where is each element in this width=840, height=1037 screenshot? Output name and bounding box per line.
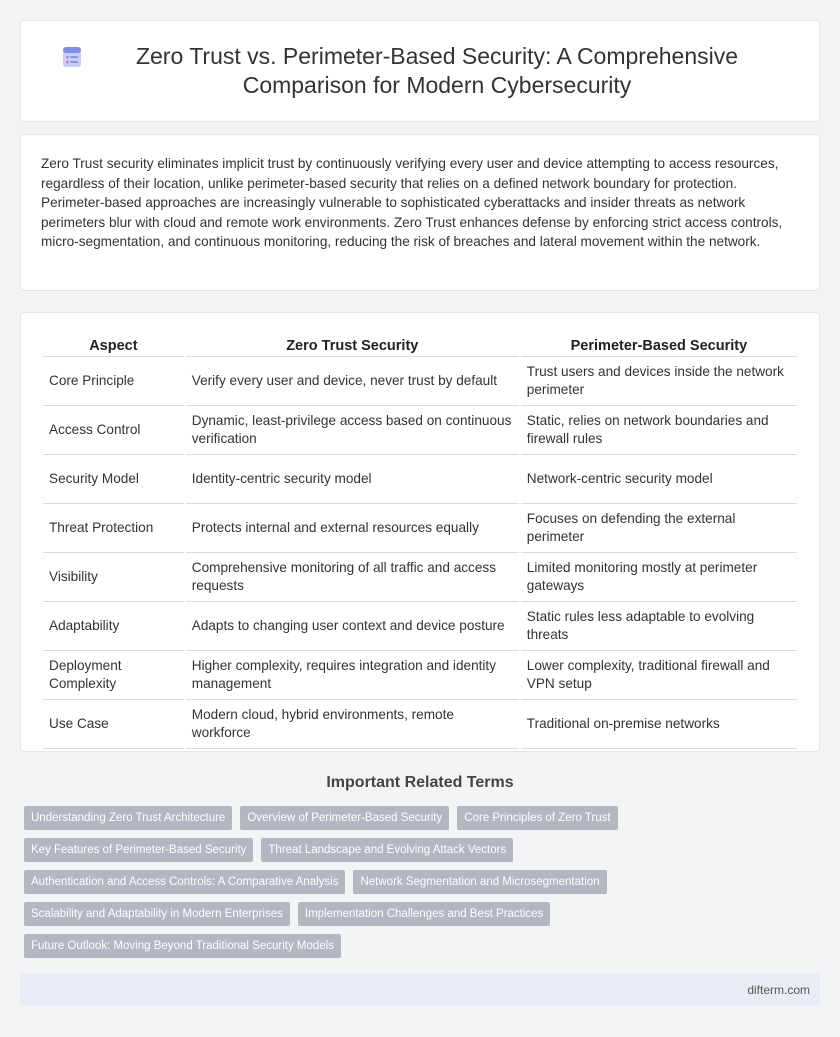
- title-card: [20, 20, 820, 122]
- cell-zero-trust: Modern cloud, hybrid environments, remote workforce: [186, 700, 519, 749]
- cell-zero-trust: Verify every user and device, never trust by default: [186, 357, 519, 406]
- related-terms-list: [24, 806, 814, 966]
- tag-row: [24, 902, 814, 926]
- cell-zero-trust: Protects internal and external resources equally: [186, 504, 519, 553]
- cell-zero-trust: Dynamic, least-privilege access based on continuous verification: [186, 406, 519, 455]
- tag-row: [24, 806, 814, 830]
- cell-aspect: Security Model: [43, 455, 184, 504]
- cell-zero-trust: Identity-centric security model: [186, 455, 519, 504]
- related-terms-title: Important Related Terms: [326, 774, 514, 791]
- footer: [20, 974, 820, 1006]
- cell-aspect: Threat Protection: [43, 504, 184, 553]
- table-row: [43, 406, 797, 455]
- comparison-table: [41, 331, 799, 749]
- related-term-link[interactable]: Core Principles of Zero Trust: [457, 806, 617, 830]
- page-title: Zero Trust vs. Perimeter-Based Security: A Comprehensive Comparison for Modern Cybersecurity: [135, 43, 739, 98]
- cell-aspect: Visibility: [43, 553, 184, 602]
- cell-aspect: Core Principle: [43, 357, 184, 406]
- related-term-link[interactable]: Threat Landscape and Evolving Attack Vectors: [261, 838, 513, 862]
- cell-perimeter: Network-centric security model: [521, 455, 797, 504]
- related-term-link[interactable]: Key Features of Perimeter-Based Security: [24, 838, 253, 862]
- related-term-link[interactable]: Authentication and Access Controls: A Comparative Analysis: [24, 870, 345, 894]
- table-row: [43, 651, 797, 700]
- table-row: [43, 602, 797, 651]
- table-row: [43, 553, 797, 602]
- cell-aspect: Deployment Complexity: [43, 651, 184, 700]
- document-list-icon: [61, 46, 83, 68]
- table-row: [43, 455, 797, 504]
- related-term-link[interactable]: Implementation Challenges and Best Practices: [298, 902, 550, 926]
- table-row: [43, 700, 797, 749]
- related-term-link[interactable]: Network Segmentation and Microsegmentation: [353, 870, 606, 894]
- tag-row: [24, 870, 814, 894]
- column-header-zero-trust: Zero Trust Security: [186, 331, 519, 357]
- intro-card: [20, 134, 820, 291]
- cell-aspect: Access Control: [43, 406, 184, 455]
- footer-site-link[interactable]: difterm.com: [747, 983, 810, 997]
- cell-zero-trust: Higher complexity, requires integration and identity management: [186, 651, 519, 700]
- related-term-link[interactable]: Future Outlook: Moving Beyond Traditional Security Models: [24, 934, 341, 958]
- column-header-aspect: Aspect: [43, 331, 184, 357]
- cell-aspect: Adaptability: [43, 602, 184, 651]
- cell-perimeter: Trust users and devices inside the network perimeter: [521, 357, 797, 406]
- tag-row: [24, 838, 814, 862]
- title-wrap: [21, 42, 819, 100]
- table-row: [43, 504, 797, 553]
- cell-zero-trust: Adapts to changing user context and device posture: [186, 602, 519, 651]
- related-term-link[interactable]: Overview of Perimeter-Based Security: [240, 806, 449, 830]
- cell-zero-trust: Comprehensive monitoring of all traffic and access requests: [186, 553, 519, 602]
- cell-aspect: Use Case: [43, 700, 184, 749]
- table-header-row: [43, 331, 797, 357]
- intro-paragraph: Zero Trust security eliminates implicit trust by continuously verifying every user and device attempting to access resources, regardless of their location, unlike perimeter-based security that relies on a defined network boundary for protection. Perimeter-based approaches are increasingly vulnerable to sophisticated cyberattacks and insider threats as network perimeters blur with cloud and remote work environments. Zero Trust enhances defense by enforcing strict access controls, micro-segmentation, and continuous monitoring, reducing the risk of breaches and lateral movement within the network.: [41, 156, 783, 249]
- cell-perimeter: Limited monitoring mostly at perimeter gateways: [521, 553, 797, 602]
- column-header-perimeter: Perimeter-Based Security: [521, 331, 797, 357]
- cell-perimeter: Traditional on-premise networks: [521, 700, 797, 749]
- cell-perimeter: Static rules less adaptable to evolving threats: [521, 602, 797, 651]
- table-row: [43, 357, 797, 406]
- cell-perimeter: Static, relies on network boundaries and firewall rules: [521, 406, 797, 455]
- related-term-link[interactable]: Understanding Zero Trust Architecture: [24, 806, 232, 830]
- tag-row: [24, 934, 814, 958]
- related-term-link[interactable]: Scalability and Adaptability in Modern Enterprises: [24, 902, 290, 926]
- comparison-table-card: [20, 312, 820, 752]
- cell-perimeter: Focuses on defending the external perimeter: [521, 504, 797, 553]
- cell-perimeter: Lower complexity, traditional firewall and VPN setup: [521, 651, 797, 700]
